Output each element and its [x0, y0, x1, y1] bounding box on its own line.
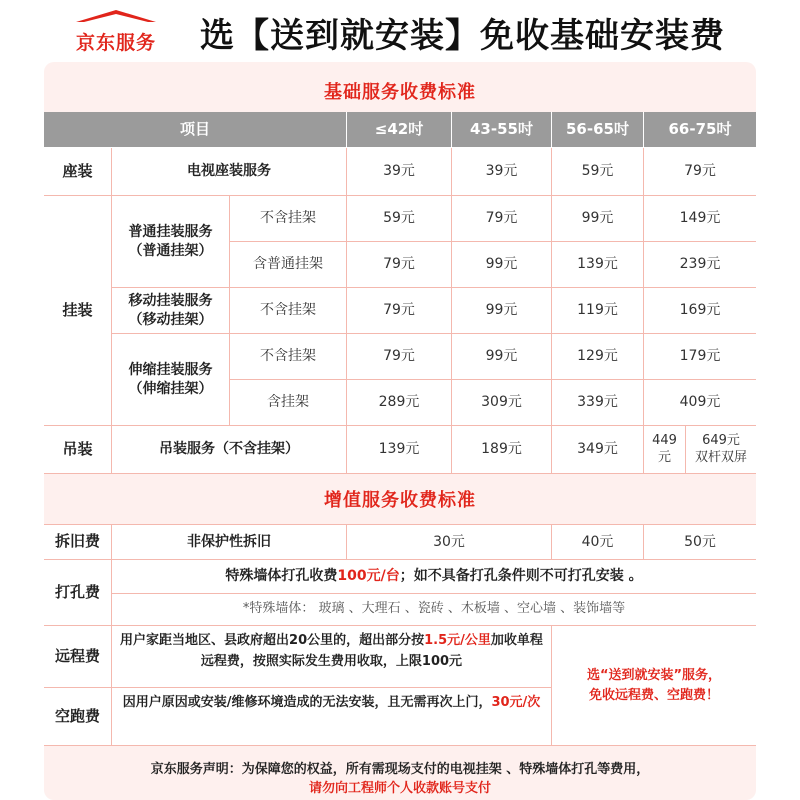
service-statement — [44, 760, 756, 798]
price-cell: 139元 — [347, 426, 452, 474]
option-label: 不含挂架 — [230, 288, 347, 334]
price-cell: 79元 — [347, 242, 452, 288]
section-basic-title: 基础服务收费标准 — [324, 82, 476, 103]
promo-line-2: 免收远程费、空跑费！ — [588, 687, 719, 703]
category-removal: 拆旧费 — [44, 524, 112, 560]
service-telescopic-wall-name: 伸缩挂装服务 （伸缩挂架） — [112, 334, 230, 426]
price-cell: 99元 — [452, 242, 552, 288]
price-cell: 169元 — [644, 288, 756, 334]
promo-box — [552, 626, 756, 746]
option-label: 含普通挂架 — [230, 242, 347, 288]
drilling-rule-text-2: ；如不具备打孔条件则不可打孔安装 。 — [399, 568, 643, 585]
category-hang: 吊装 — [44, 426, 112, 474]
price-cell: 189元 — [452, 426, 552, 474]
logo-text: 京东服务 — [75, 32, 156, 54]
category-drilling: 打孔费 — [44, 560, 112, 626]
drilling-fee-rule — [112, 560, 756, 594]
price-cell: 39元 — [452, 148, 552, 196]
price-cell: 289元 — [347, 380, 452, 426]
service-removal-name: 非保护性拆旧 — [112, 524, 347, 560]
price-cell: 79元 — [347, 288, 452, 334]
price-cell: 99元 — [452, 334, 552, 380]
service-mobile-wall-name: 移动挂装服务 （移动挂架） — [112, 288, 230, 334]
price-cell: 40元 — [552, 524, 644, 560]
roof-icon — [74, 8, 158, 24]
distance-rule-text: 用户家距当地区、县政府超出20公里的，超出部分按 — [120, 633, 425, 648]
distance-rule-text-2: 加收单程远程费，按照实际发生费用收取，上限100元 — [200, 633, 543, 669]
price-cell: 239元 — [644, 242, 756, 288]
price-cell: 139元 — [552, 242, 644, 288]
price-cell: 179元 — [644, 334, 756, 380]
page-header — [0, 0, 800, 62]
price-cell: 79元 — [347, 334, 452, 380]
price-cell: 39元 — [347, 148, 452, 196]
column-header-size-4: 66-75吋 — [644, 112, 756, 148]
service-seat-name: 电视座装服务 — [112, 148, 347, 196]
distance-fee-rule — [112, 626, 552, 688]
drilling-price: 100元/台 — [337, 568, 400, 585]
statement-line-2: 请勿向工程师个人收款账号支付 — [308, 781, 491, 796]
category-idle: 空跑费 — [44, 688, 112, 746]
column-header-size-3: 56-65吋 — [552, 112, 644, 148]
price-cell: 409元 — [644, 380, 756, 426]
category-seat: 座装 — [44, 148, 112, 196]
special-wall-note: *特殊墙体： 玻璃 、大理石 、瓷砖 、木板墙 、空心墙 、装饰墙等 — [112, 594, 756, 626]
price-cell-single-pole: 449 元 — [644, 426, 686, 474]
price-cell: 99元 — [552, 196, 644, 242]
price-cell: 99元 — [452, 288, 552, 334]
promo-line-1: 选“送到就安装”服务， — [586, 668, 722, 683]
price-cell: 59元 — [347, 196, 452, 242]
service-normal-wall-name: 普通挂装服务 （普通挂架） — [112, 196, 230, 288]
section-extra-title: 增值服务收费标准 — [324, 490, 476, 511]
option-label: 不含挂架 — [230, 334, 347, 380]
page-title: 选【送到就安装】免收基础安装费 — [200, 16, 725, 56]
price-cell: 119元 — [552, 288, 644, 334]
price-cell: 309元 — [452, 380, 552, 426]
idle-rule-text: 因用户原因或安装/维修环境造成的无法安装，且无需再次上门， — [122, 695, 492, 710]
price-cell-double-pole: 649元 双杆双屏 — [686, 426, 756, 474]
price-cell: 50元 — [644, 524, 756, 560]
service-hang-name: 吊装服务（不含挂架） — [112, 426, 347, 474]
category-wall: 挂装 — [44, 196, 112, 426]
price-cell: 339元 — [552, 380, 644, 426]
price-cell: 349元 — [552, 426, 644, 474]
distance-price: 1.5元/公里 — [424, 633, 491, 648]
option-label: 含挂架 — [230, 380, 347, 426]
price-cell: 79元 — [644, 148, 756, 196]
column-header-size-2: 43-55吋 — [452, 112, 552, 148]
price-cell: 59元 — [552, 148, 644, 196]
idle-fee-rule — [112, 688, 552, 746]
price-cell: 149元 — [644, 196, 756, 242]
price-cell: 30元 — [347, 524, 552, 560]
statement-line-1: 京东服务声明：为保障您的权益，所有需现场支付的电视挂架 、特殊墙体打孔等费用， — [150, 762, 650, 777]
price-cell: 129元 — [552, 334, 644, 380]
column-header-size-1: ≤42吋 — [347, 112, 452, 148]
drilling-rule-text: 特殊墙体打孔收费 — [225, 568, 338, 585]
option-label: 不含挂架 — [230, 196, 347, 242]
idle-price: 30元/次 — [491, 695, 541, 710]
jd-service-logo — [60, 8, 172, 56]
price-cell: 79元 — [452, 196, 552, 242]
category-distance: 远程费 — [44, 626, 112, 688]
column-header-item: 项目 — [44, 112, 347, 148]
